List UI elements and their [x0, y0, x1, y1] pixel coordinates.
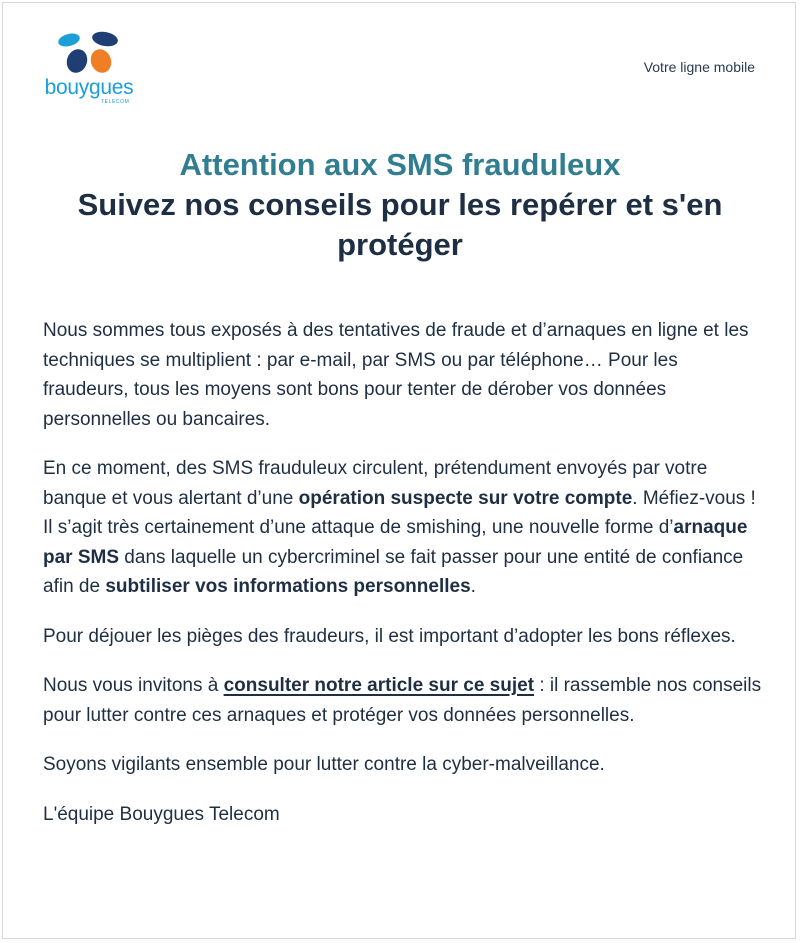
bouygues-logo[interactable]: [41, 31, 137, 109]
email-body: [43, 316, 763, 849]
emphasis-sms-scam: arnaque par SMS: [43, 517, 748, 568]
headline: [3, 145, 797, 265]
email-container: [2, 2, 796, 939]
paragraph-advice: Pour déjouer les pièges des fraudeurs, il est important d’adopter les bons réflexes.: [43, 625, 736, 647]
headline-line-2: Suivez nos conseils pour les repérer et s'en protéger: [77, 187, 723, 262]
logo-wordmark: bouygues: [44, 76, 134, 99]
paragraph-intro: Nous sommes tous exposés à des tentatives de fraude et d’arnaques en ligne et les techniques se multiplient : par e-mail, par SMS ou par téléphone… Pour les fraudeurs, tous les moyens sont bons pour tenter de dérober vos données personnelles ou bancaires.: [43, 320, 749, 430]
paragraph-article: [43, 671, 763, 730]
paragraph-warning-text-4: .: [470, 576, 476, 597]
signature: L'équipe Bouygues Telecom: [43, 803, 280, 825]
votre-ligne-mobile-label[interactable]: Votre ligne mobile: [643, 59, 755, 75]
paragraph-warning: [43, 454, 763, 602]
paragraph-warning-text-1: En ce moment, des SMS frauduleux circulent, prétendument envoyés par votre banque et vous alertant d’une: [43, 458, 708, 509]
emphasis-suspect-operation: opération suspecte sur votre compte: [298, 487, 633, 509]
paragraph-warning-text-2: . Méfiez-vous ! Il s’agit très certainement d’une attaque de smishing, une nouvelle forme d’: [43, 487, 756, 538]
paragraph-article-text-2: : il rassemble nos conseils pour lutter contre ces arnaques et protéger vos données personnelles.: [43, 675, 762, 726]
article-link[interactable]: consulter notre article sur ce sujet: [223, 675, 535, 696]
bouygues-logo-icon: [55, 31, 123, 77]
headline-line-1: Attention aux SMS frauduleux: [179, 147, 621, 182]
paragraph-vigilance: Soyons vigilants ensemble pour lutter contre la cyber-malveillance.: [43, 754, 605, 775]
paragraph-article-text-1: Nous vous invitons à: [43, 675, 224, 696]
logo-subtext: TELECOM: [101, 99, 130, 105]
paragraph-warning-text-3: dans laquelle un cybercriminel se fait passer pour une entité de confiance afin de: [43, 546, 744, 597]
emphasis-steal-info: subtiliser vos informations personnelles: [105, 576, 471, 597]
email-header: [3, 3, 795, 113]
